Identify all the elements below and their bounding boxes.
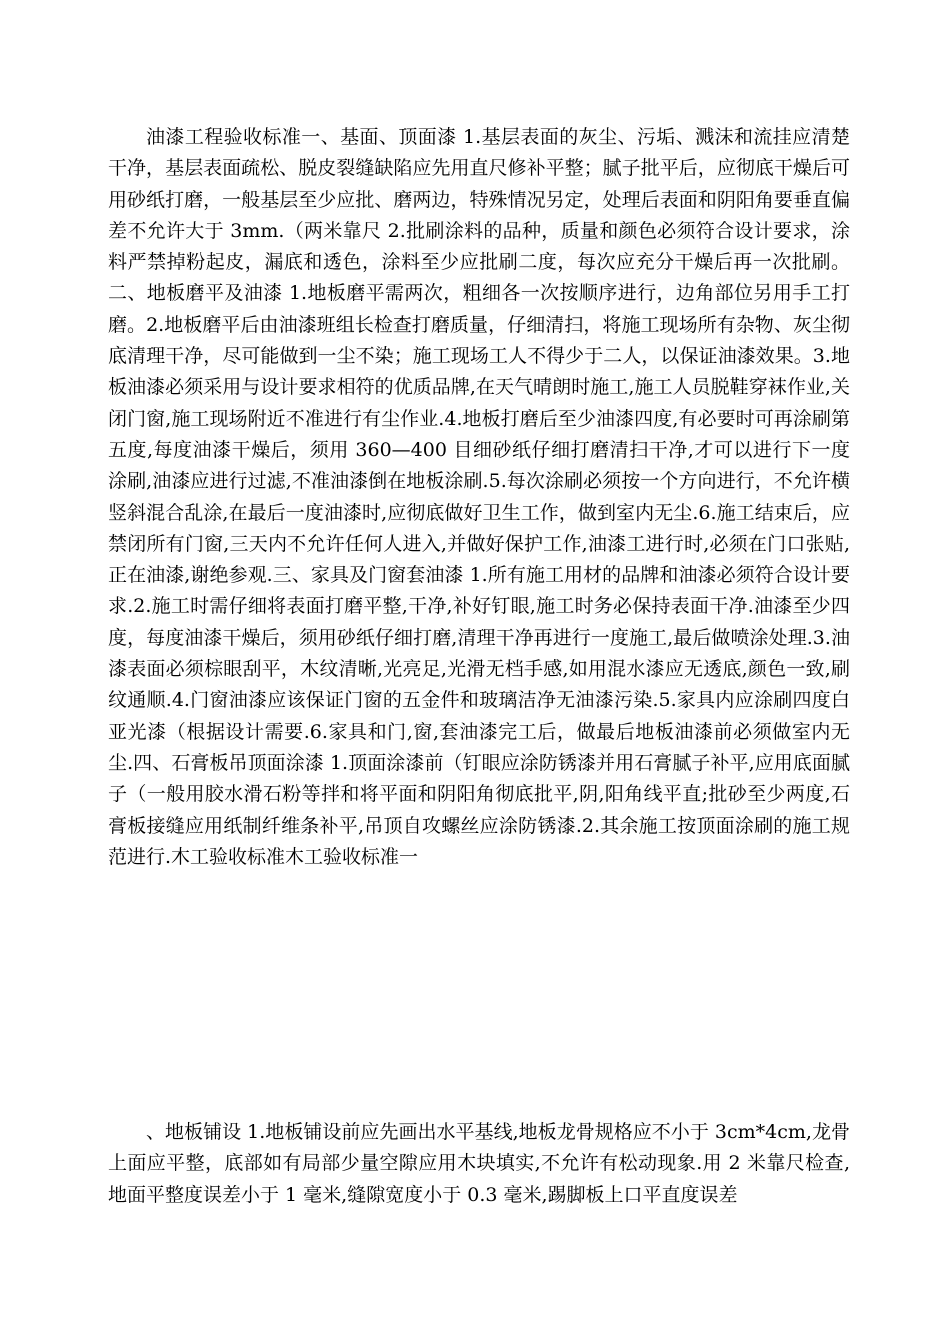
body-paragraph-2: 、地板铺设 1.地板铺设前应先画出水平基线,地板龙骨规格应不小于 3cm*4cm,龙骨上面应平整，底部如有局部少量空隙应用木块填实,不允许有松动现象.用 2 米靠尺检查,地面平整度误差小于 1 毫米,缝隙宽度小于 0.3 毫米,踢脚板上口平直度误差	[108, 1121, 850, 1206]
body-paragraph-1: 油漆工程验收标准一、基面、顶面漆 1.基层表面的灰尘、污垢、溅沫和流挂应清楚干净，基层表面疏松、脱皮裂缝缺陷应先用直尺修补平整；腻子批平后，应彻底干燥后可用砂纸打磨，一般基层至少应批、磨两边，特殊情况另定，处理后表面和阴阳角要垂直偏差不允许大于 3mm.（两米靠尺 2.批刷涂料的品种，质量和颜色必须符合设计要求，涂料严禁掉粉起皮，漏底和透色，涂料至少应批刷二度，每次应充分干燥后再一次批刷。二、地板磨平及油漆 1.地板磨平需两次，粗细各一次按顺序进行，边角部位另用手工打磨。2.地板磨平后由油漆班组长检查打磨质量，仔细清扫，将施工现场所有杂物、灰尘彻底清理干净，尽可能做到一尘不染；施工现场工人不得少于二人，以保证油漆效果。3.地板油漆必须采用与设计要求相符的优质品牌,在天气晴朗时施工,施工人员脱鞋穿袜作业,关闭门窗,施工现场附近不准进行有尘作业.4.地板打磨后至少油漆四度,有必要时可再涂刷第五度,每度油漆干燥后，须用 360—400 目细砂纸仔细打磨清扫干净,才可以进行下一度涂刷,油漆应进行过滤,不准油漆倒在地板涂刷.5.每次涂刷必须按一个方向进行，不允许横竖斜混合乱涂,在最后一度油漆时,应彻底做好卫生工作，做到室内无尘.6.施工结束后，应禁闭所有门窗,三天内不允许任何人进入,并做好保护工作,油漆工进行时,必须在门口张贴,正在油漆,谢绝参观.三、家具及门窗套油漆 1.所有施工用材的品牌和油漆必须符合设计要求.2.施工时需仔细将表面打磨平整,干净,补好钉眼,施工时务必保持表面干净.油漆至少四度，每度油漆干燥后，须用砂纸仔细打磨,清理干净再进行一度施工,最后做喷涂处理.3.油漆表面必须棕眼刮平，木纹清晰,光亮足,光滑无档手感,如用混水漆应无透底,颜色一致,刷纹通顺.4.门窗油漆应该保证门窗的五金件和玻璃洁净无油漆污染.5.家具内应涂刷四度白亚光漆（根据设计需要.6.家具和门,窗,套油漆完工后，做最后地板油漆前必须做室内无尘.四、石膏板吊顶面涂漆 1.顶面涂漆前（钉眼应涂防锈漆并用石膏腻子补平,应用底面腻子（一般用胶水滑石粉等拌和将平面和阴阳角彻底批平,阴,阳角线平直;批砂至少两度,石膏板接缝应用纸制纤维条补平,吊顶自攻螺丝应涂防锈漆.2.其余施工按顶面涂刷的施工规范进行.木工验收标准木工验收标准一	[108, 126, 850, 868]
